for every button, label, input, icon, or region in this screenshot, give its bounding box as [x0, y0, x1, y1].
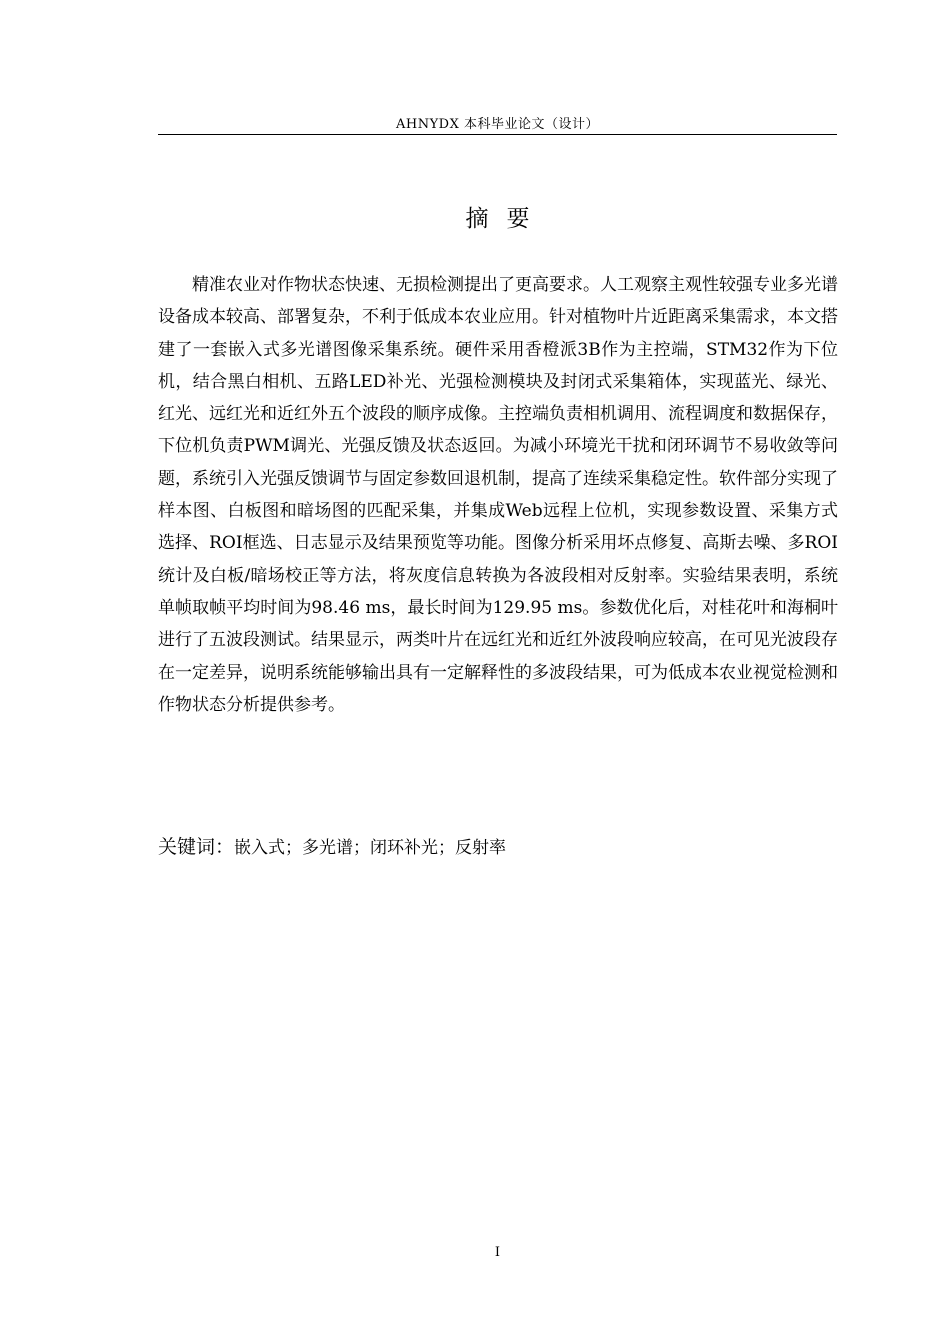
keywords — [158, 831, 838, 864]
abstract-body: 精准农业对作物状态快速、无损检测提出了更高要求。人工观察主观性较强专业多光谱设备成本较高、部署复杂，不利于低成本农业应用。针对植物叶片近距离采集需求，本文搭建了一套嵌入式多光谱图像采集系统。硬件采用香橙派3B作为主控端，STM32作为下位机，结合黑白相机、五路LED补光、光强检测模块及封闭式采集箱体，实现蓝光、绿光、红光、远红光和近红外五个波段的顺序成像。主控端负责相机调用、流程调度和数据保存，下位机负责PWM调光、光强反馈及状态返回。为减小环境光干扰和闭环调节不易收敛等问题，系统引入光强反馈调节与固定参数回退机制，提高了连续采集稳定性。软件部分实现了样本图、白板图和暗场图的匹配采集，并集成Web远程上位机，实现参数设置、采集方式选择、ROI框选、日志显示及结果预览等功能。图像分析采用坏点修复、高斯去噪、多ROI统计及白板/暗场校正等方法，将灰度信息转换为各波段相对反射率。实验结果表明，系统单帧取帧平均时间为98.46 ms，最长时间为129.95 ms。参数优化后，对桂花叶和海桐叶进行了五波段测试。结果显示，两类叶片在远红光和近红外波段响应较高，在可见光波段存在一定差异，说明系统能够输出具有一定解释性的多波段结果，可为低成本农业视觉检测和作物状态分析提供参考。 — [158, 275, 838, 715]
page-number: I — [494, 1245, 501, 1260]
abstract-title: 摘要 — [465, 206, 548, 232]
keywords-items: 嵌入式；多光谱；闭环补光；反射率 — [234, 838, 507, 858]
keywords-label: 关键词： — [158, 836, 235, 858]
header-rule — [158, 134, 837, 135]
running-header: AHNYDX 本科毕业论文（设计） — [396, 117, 599, 132]
